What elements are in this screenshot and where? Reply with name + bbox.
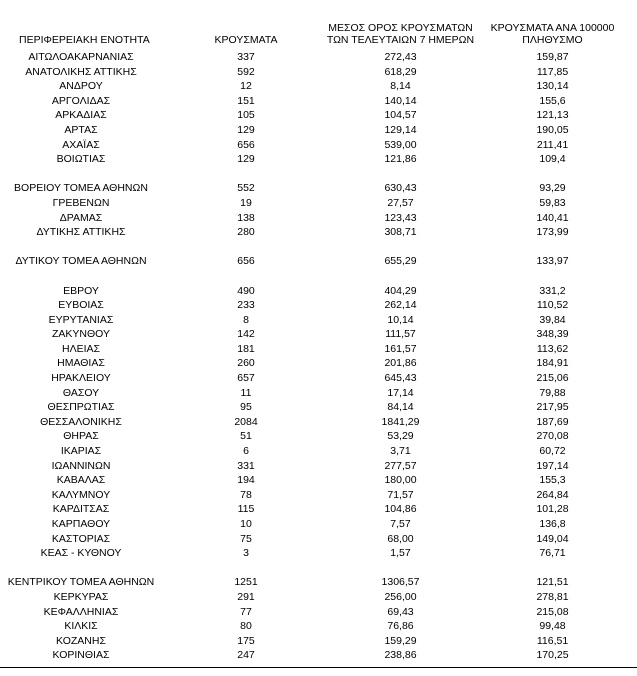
table-row bbox=[0, 356, 637, 371]
avg7-cell: 8,14 bbox=[390, 80, 411, 93]
bottom-divider bbox=[0, 667, 637, 668]
header-avg7-line2: ΤΩΝ ΤΕΛΕΥΤΑΙΩΝ 7 ΗΜΕΡΩΝ bbox=[326, 34, 475, 46]
per100k-cell: 211,41 bbox=[536, 138, 569, 151]
avg7-cell: 308,71 bbox=[384, 226, 417, 239]
region-name-cell: ΖΑΚΥΝΘΟΥ bbox=[51, 328, 110, 341]
per100k-cell: 187,69 bbox=[536, 415, 569, 428]
avg7-cell: 1841,29 bbox=[381, 415, 420, 428]
avg7-cell: 262,14 bbox=[384, 299, 417, 312]
avg7-cell: 84,14 bbox=[387, 401, 414, 414]
cases-cell: 331 bbox=[237, 459, 255, 472]
table-row bbox=[0, 459, 637, 474]
region-name-cell: ΑΝΔΡΟΥ bbox=[59, 80, 103, 93]
table-row bbox=[0, 400, 637, 415]
table-row bbox=[0, 327, 637, 342]
per100k-cell: 140,41 bbox=[536, 211, 569, 224]
table-row bbox=[0, 79, 637, 94]
per100k-cell: 149,04 bbox=[536, 532, 569, 545]
table-row bbox=[0, 517, 637, 532]
avg7-cell: 238,86 bbox=[384, 649, 417, 662]
cases-cell: 233 bbox=[237, 299, 255, 312]
avg7-cell: 71,57 bbox=[387, 488, 414, 501]
table-row bbox=[0, 313, 637, 328]
table-row bbox=[0, 371, 637, 386]
cases-cell: 337 bbox=[237, 51, 255, 63]
group-spacer bbox=[0, 269, 637, 284]
table-row bbox=[0, 444, 637, 459]
table-row bbox=[0, 123, 637, 138]
per100k-cell: 217,95 bbox=[536, 401, 569, 414]
header-cases: ΚΡΟΥΣΜΑΤΑ bbox=[214, 34, 278, 46]
cases-cell: 592 bbox=[237, 65, 255, 78]
cases-cell: 80 bbox=[240, 620, 252, 633]
cases-cell: 19 bbox=[240, 196, 252, 209]
per100k-cell: 155,3 bbox=[539, 474, 566, 487]
per100k-cell: 109,4 bbox=[539, 153, 566, 166]
avg7-cell: 539,00 bbox=[384, 138, 417, 151]
avg7-cell: 1,57 bbox=[390, 547, 411, 560]
region-name-cell: ΚΑΡΔΙΤΣΑΣ bbox=[52, 503, 110, 516]
avg7-cell: 618,29 bbox=[384, 65, 417, 78]
per100k-cell: 130,14 bbox=[536, 80, 569, 93]
region-name-cell: ΘΕΣΣΑΛΟΝΙΚΗΣ bbox=[40, 415, 122, 428]
cases-cell: 138 bbox=[237, 211, 255, 224]
per100k-cell: 60,72 bbox=[539, 445, 566, 458]
table-row bbox=[0, 546, 637, 561]
cases-cell: 142 bbox=[237, 328, 255, 341]
per100k-cell: 270,08 bbox=[536, 430, 569, 443]
avg7-cell: 10,14 bbox=[387, 313, 414, 326]
cases-cell: 8 bbox=[243, 313, 249, 326]
cases-cell: 175 bbox=[237, 634, 255, 647]
cases-cell: 657 bbox=[237, 372, 255, 385]
region-name-cell: ΚΙΛΚΙΣ bbox=[64, 620, 98, 633]
region-name-cell: ΔΥΤΙΚΟΥ ΤΟΜΕΑ ΑΘΗΝΩΝ bbox=[15, 255, 147, 268]
avg7-cell: 404,29 bbox=[384, 284, 417, 297]
region-name-cell: ΗΡΑΚΛΕΙΟΥ bbox=[51, 372, 111, 385]
per100k-cell: 184,91 bbox=[536, 357, 569, 370]
per100k-cell: 101,28 bbox=[536, 503, 569, 516]
cases-cell: 11 bbox=[240, 386, 252, 399]
table-row bbox=[0, 342, 637, 357]
region-name-cell: ΔΡΑΜΑΣ bbox=[59, 211, 103, 224]
region-name-cell: ΒΟΡΕΙΟΥ ΤΟΜΕΑ ΑΘΗΝΩΝ bbox=[14, 182, 148, 195]
avg7-cell: 1306,57 bbox=[381, 576, 420, 589]
per100k-cell: 136,8 bbox=[539, 518, 566, 530]
per100k-cell: 331,2 bbox=[539, 284, 566, 297]
cases-cell: 280 bbox=[237, 226, 255, 239]
cases-cell: 10 bbox=[240, 518, 252, 530]
cases-cell: 129 bbox=[237, 123, 255, 136]
per100k-cell: 116,51 bbox=[536, 634, 569, 647]
table-row bbox=[0, 619, 637, 634]
region-name-cell: ΑΡΓΟΛΙΔΑΣ bbox=[51, 94, 111, 107]
region-name-cell: ΑΝΑΤΟΛΙΚΗΣ ΑΤΤΙΚΗΣ bbox=[25, 65, 137, 78]
table-row bbox=[0, 634, 637, 649]
cases-cell: 151 bbox=[237, 94, 255, 107]
group-spacer bbox=[0, 240, 637, 255]
header-avg7 bbox=[318, 22, 483, 46]
region-name-cell: ΑΡΚΑΔΙΑΣ bbox=[55, 109, 107, 122]
per100k-cell: 190,05 bbox=[536, 123, 569, 136]
region-name-cell: ΚΕΦΑΛΛΗΝΙΑΣ bbox=[43, 605, 119, 618]
region-name-cell: ΚΟΖΑΝΗΣ bbox=[56, 634, 106, 647]
header-avg7-line1: ΜΕΣΟΣ ΟΡΟΣ ΚΡΟΥΣΜΑΤΩΝ bbox=[328, 22, 473, 34]
cases-cell: 129 bbox=[237, 153, 255, 166]
avg7-cell: 129,14 bbox=[384, 123, 417, 136]
cases-cell: 95 bbox=[240, 401, 252, 414]
avg7-cell: 53,29 bbox=[387, 430, 414, 443]
header-per100k-line2: ΠΛΗΘΥΣΜΟ bbox=[522, 34, 583, 46]
per100k-cell: 173,99 bbox=[536, 226, 569, 239]
cases-cell: 552 bbox=[237, 182, 255, 195]
table-row bbox=[0, 386, 637, 401]
cases-cell: 2084 bbox=[234, 415, 258, 428]
avg7-cell: 68,00 bbox=[387, 532, 414, 545]
avg7-cell: 272,43 bbox=[384, 51, 417, 63]
per100k-cell: 117,85 bbox=[536, 65, 569, 78]
per100k-cell: 110,52 bbox=[536, 299, 569, 312]
table-row bbox=[0, 225, 637, 240]
per100k-cell: 79,88 bbox=[539, 386, 566, 399]
avg7-cell: 630,43 bbox=[384, 182, 417, 195]
region-name-cell: ΚΕΝΤΡΙΚΟΥ ΤΟΜΕΑ ΑΘΗΝΩΝ bbox=[7, 576, 155, 589]
cases-cell: 105 bbox=[237, 109, 255, 122]
cases-cell: 656 bbox=[237, 255, 255, 268]
group-spacer bbox=[0, 167, 637, 182]
cases-cell: 78 bbox=[240, 488, 252, 501]
region-name-cell: ΚΑΡΠΑΘΟΥ bbox=[51, 518, 111, 530]
table-body bbox=[0, 50, 637, 663]
region-name-cell: ΙΩΑΝΝΙΝΩΝ bbox=[51, 459, 111, 472]
region-name-cell: ΗΜΑΘΙΑΣ bbox=[57, 357, 105, 370]
cases-cell: 12 bbox=[240, 80, 252, 93]
per100k-cell: 76,71 bbox=[539, 547, 566, 560]
per100k-cell: 113,62 bbox=[536, 342, 569, 355]
table-row bbox=[0, 50, 637, 65]
avg7-cell: 69,43 bbox=[387, 605, 414, 618]
table-row bbox=[0, 605, 637, 620]
table-row bbox=[0, 196, 637, 211]
cases-cell: 490 bbox=[237, 284, 255, 297]
region-name-cell: ΙΚΑΡΙΑΣ bbox=[60, 445, 102, 458]
table-row bbox=[0, 284, 637, 299]
table-row bbox=[0, 181, 637, 196]
per100k-cell: 39,84 bbox=[539, 313, 566, 326]
region-name-cell: ΚΕΡΚΥΡΑΣ bbox=[53, 590, 109, 603]
region-name-cell: ΘΑΣΟΥ bbox=[62, 386, 100, 399]
avg7-cell: 161,57 bbox=[384, 342, 417, 355]
avg7-cell: 180,00 bbox=[384, 474, 417, 487]
table-row bbox=[0, 138, 637, 153]
cases-cell: 181 bbox=[237, 342, 255, 355]
cases-cell: 77 bbox=[240, 605, 252, 618]
region-name-cell: ΕΥΡΥΤΑΝΙΑΣ bbox=[48, 313, 114, 326]
per100k-cell: 215,06 bbox=[536, 372, 569, 385]
table-row bbox=[0, 65, 637, 80]
per100k-cell: 170,25 bbox=[536, 649, 569, 662]
per100k-cell: 215,08 bbox=[536, 605, 569, 618]
per100k-cell: 155,6 bbox=[539, 94, 566, 107]
cases-cell: 247 bbox=[237, 649, 255, 662]
avg7-cell: 111,57 bbox=[385, 328, 416, 341]
per100k-cell: 264,84 bbox=[536, 488, 569, 501]
avg7-cell: 27,57 bbox=[387, 196, 414, 209]
per100k-cell: 99,48 bbox=[539, 620, 566, 633]
header-per100k bbox=[480, 22, 625, 46]
cases-cell: 3 bbox=[243, 547, 249, 560]
cases-cell: 1251 bbox=[234, 576, 258, 589]
cases-cell: 291 bbox=[237, 590, 255, 603]
table-row bbox=[0, 532, 637, 547]
region-name-cell: ΚΟΡΙΝΘΙΑΣ bbox=[52, 649, 110, 662]
table-row bbox=[0, 473, 637, 488]
avg7-cell: 3,71 bbox=[390, 445, 411, 458]
region-name-cell: ΕΒΡΟΥ bbox=[63, 284, 99, 297]
table-row bbox=[0, 488, 637, 503]
avg7-cell: 121,86 bbox=[384, 153, 417, 166]
table-row bbox=[0, 648, 637, 663]
region-name-cell: ΚΑΒΑΛΑΣ bbox=[56, 474, 106, 487]
region-name-cell: ΕΥΒΟΙΑΣ bbox=[58, 299, 104, 312]
region-name-cell: ΗΛΕΙΑΣ bbox=[61, 342, 100, 355]
region-name-cell: ΚΑΛΥΜΝΟΥ bbox=[51, 488, 111, 501]
per100k-cell: 159,87 bbox=[536, 51, 569, 63]
per100k-cell: 348,39 bbox=[536, 328, 569, 341]
per100k-cell: 133,97 bbox=[536, 255, 569, 268]
avg7-cell: 104,57 bbox=[384, 109, 417, 122]
region-name-cell: ΒΟΙΩΤΙΑΣ bbox=[56, 153, 106, 166]
cases-cell: 260 bbox=[237, 357, 255, 370]
table-row bbox=[0, 108, 637, 123]
avg7-cell: 159,29 bbox=[384, 634, 417, 647]
avg7-cell: 655,29 bbox=[384, 255, 417, 268]
per100k-cell: 278,81 bbox=[536, 590, 569, 603]
avg7-cell: 140,14 bbox=[384, 94, 417, 107]
table-row bbox=[0, 254, 637, 269]
cases-cell: 194 bbox=[237, 474, 255, 487]
region-name-cell: ΔΥΤΙΚΗΣ ΑΤΤΙΚΗΣ bbox=[36, 226, 126, 239]
avg7-cell: 277,57 bbox=[384, 459, 417, 472]
per100k-cell: 121,13 bbox=[536, 109, 569, 122]
per100k-cell: 121,51 bbox=[536, 576, 569, 589]
avg7-cell: 76,86 bbox=[387, 620, 414, 633]
cases-cell: 6 bbox=[243, 445, 249, 458]
table-row bbox=[0, 298, 637, 313]
table-row bbox=[0, 429, 637, 444]
avg7-cell: 256,00 bbox=[384, 590, 417, 603]
region-name-cell: ΘΗΡΑΣ bbox=[63, 430, 99, 443]
region-name-cell: ΚΑΣΤΟΡΙΑΣ bbox=[51, 532, 111, 545]
table-row bbox=[0, 152, 637, 167]
per100k-cell: 59,83 bbox=[539, 196, 566, 209]
avg7-cell: 645,43 bbox=[384, 372, 417, 385]
cases-cell: 75 bbox=[240, 532, 252, 545]
header-per100k-line1: ΚΡΟΥΣΜΑΤΑ ΑΝΑ 100000 bbox=[490, 22, 615, 34]
cases-cell: 51 bbox=[240, 430, 252, 443]
table-row bbox=[0, 211, 637, 226]
table-row bbox=[0, 94, 637, 109]
avg7-cell: 104,86 bbox=[384, 503, 417, 516]
header-region: ΠΕΡΙΦΕΡΕΙΑΚΗ ΕΝΟΤΗΤΑ bbox=[19, 34, 150, 46]
cases-cell: 115 bbox=[237, 503, 255, 516]
avg7-cell: 123,43 bbox=[384, 211, 417, 224]
per100k-cell: 197,14 bbox=[536, 459, 569, 472]
table-row bbox=[0, 415, 637, 430]
table-row bbox=[0, 502, 637, 517]
avg7-cell: 201,86 bbox=[384, 357, 417, 370]
region-name-cell: ΚΕΑΣ - ΚΥΘΝΟΥ bbox=[40, 547, 122, 560]
avg7-cell: 7,57 bbox=[390, 518, 411, 530]
table-row bbox=[0, 575, 637, 590]
per100k-cell: 93,29 bbox=[539, 182, 566, 195]
region-name-cell: ΑΙΤΩΛΟΑΚΑΡΝΑΝΙΑΣ bbox=[28, 51, 134, 63]
cases-cell: 656 bbox=[237, 138, 255, 151]
group-spacer bbox=[0, 561, 637, 576]
avg7-cell: 17,14 bbox=[387, 386, 414, 399]
region-name-cell: ΓΡΕΒΕΝΩΝ bbox=[52, 196, 110, 209]
region-name-cell: ΑΡΤΑΣ bbox=[64, 123, 98, 136]
region-name-cell: ΑΧΑΪΑΣ bbox=[62, 138, 100, 151]
region-name-cell: ΘΕΣΠΡΩΤΙΑΣ bbox=[47, 401, 115, 414]
table-row bbox=[0, 590, 637, 605]
